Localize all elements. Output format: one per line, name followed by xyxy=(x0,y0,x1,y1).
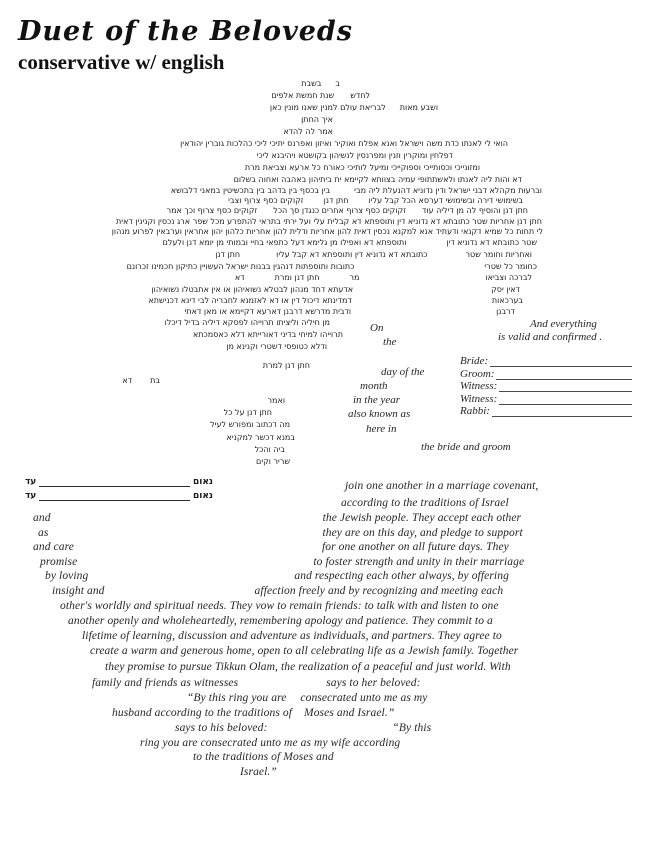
hebrew-text-line xyxy=(235,273,532,282)
hebrew-text-segment: ודלא כטופסי דשטרי וקנינא מן xyxy=(226,342,327,351)
english-text-segment: ring you are consecrated unto me as my wife according xyxy=(140,737,401,749)
hebrew-text-line xyxy=(163,238,537,247)
fill-in-word: here in xyxy=(366,423,397,435)
fill-in-word: On xyxy=(370,322,384,334)
hebrew-text-segment: אמר לה להדא xyxy=(283,127,333,136)
hebrew-text-segment: חתן דנן ומרת xyxy=(274,273,320,282)
english-text-segment: says to her beloved: xyxy=(326,677,421,689)
fill-in-word: in the year xyxy=(353,394,401,406)
declaration-label: נאום xyxy=(193,477,213,487)
english-text-segment: to the traditions of Moses and xyxy=(193,751,334,763)
english-text-line xyxy=(345,480,538,492)
signature-blank-line xyxy=(39,478,190,487)
fill-in-word: also known as xyxy=(348,408,411,420)
english-text-segment: and respecting each other always, by offering xyxy=(294,570,509,582)
english-text-line xyxy=(52,585,503,597)
hebrew-text-segment: שריר וקים xyxy=(256,457,290,466)
english-text-segment: insight and xyxy=(52,585,105,597)
hebrew-text-segment: כתובות ותוספתות דנהגין בבנות ישראל העשויין כתיקון חכמינו זכרונם xyxy=(126,262,355,271)
hebrew-text-segment: דמדינתא דיכול דין או דא לאזמנא לחבריה לבי דינא דכנישתא xyxy=(148,296,352,305)
hebrew-text-segment: ודבית מדרשא דרבנן דארעא דקיימא או מאן דאתי xyxy=(184,307,352,316)
hebrew-text-line xyxy=(257,151,453,160)
hebrew-text-line xyxy=(122,376,160,385)
hebrew-text-segment: ואמר xyxy=(267,396,285,405)
hebrew-text-line xyxy=(210,420,290,429)
hebrew-text-segment: ומזונייכי וכסותייכי וספוקייכי ומיעל לותיכי כאורח כל ארעא וצביאת מרת xyxy=(244,163,480,172)
hebrew-text-line xyxy=(227,433,295,442)
hebrew-text-line xyxy=(268,396,285,405)
page-subtitle: conservative w/ english xyxy=(18,50,225,74)
signature-row-1 xyxy=(25,476,213,487)
fill-in-word: day of the xyxy=(381,366,425,378)
hebrew-text-segment: בשימושי דירה ובשימושי דערסא הכל קבל עליו xyxy=(368,196,523,205)
hebrew-text-segment: איך החתן xyxy=(301,115,333,124)
signature-blank-line xyxy=(39,492,190,501)
english-text-line xyxy=(90,645,518,657)
english-text-line xyxy=(60,600,499,612)
english-text-segment: “By this ring you are xyxy=(187,692,287,704)
hebrew-text-segment: תרוייהו למיחי בדיני דאורייתא דלא כאסמכתא xyxy=(192,330,343,339)
english-text-segment: join one another in a marriage covenant, xyxy=(345,480,539,492)
hebrew-text-segment: לי תחות כל שמיא דקנאי ודעתיד אנא למקנא נכסין דאית להון אחריות ודלית להון אחריות כלהון יהון אחראין וערבאין לפרוע מנהון xyxy=(111,227,543,236)
english-text-line xyxy=(38,527,523,539)
witness-label: עד xyxy=(25,491,37,501)
hebrew-text-line xyxy=(301,115,333,124)
hebrew-text-segment: שטר כתובתא דא נדוניא דין xyxy=(446,238,537,247)
english-text-line xyxy=(193,751,334,763)
hebrew-text-segment: מר xyxy=(349,273,360,282)
english-text-segment: lifetime of learning, discussion and adventure as individuals, and partners. They agree to xyxy=(82,630,502,642)
hebrew-text-line xyxy=(270,103,438,112)
form-label-bride: Bride: xyxy=(460,355,489,367)
hebrew-text-line xyxy=(226,342,327,351)
hebrew-text-line xyxy=(301,79,340,88)
english-text-segment: “By this xyxy=(392,722,432,734)
english-text-segment: Israel.” xyxy=(240,766,277,778)
english-text-segment: family and friends as witnesses xyxy=(92,677,239,689)
hebrew-text-line xyxy=(116,217,542,226)
hebrew-text-segment: כתובתא דא נדוניא דין ותוספתא דא קבל עליו xyxy=(276,250,428,259)
hebrew-text-segment: דא והות ליה לאנתו ולאשתתופי עמיה בצוותא לקיימא ית ביתיהון באהבה ואחוה בשלום xyxy=(233,175,522,184)
english-text-line xyxy=(33,512,521,524)
blank-line-rabbi xyxy=(492,406,632,417)
hebrew-text-segment: אדעתא דחד מנהון לבטלא נשואיהון או אין אתבטלו נשואיהון xyxy=(151,285,354,294)
form-label-rabbi: Rabbi: xyxy=(460,405,490,417)
hebrew-text-segment: חתן דנן על כל xyxy=(223,408,272,417)
hebrew-text-segment: דרבנן xyxy=(496,307,515,316)
hebrew-text-line xyxy=(193,330,343,339)
hebrew-text-segment: כחומר כל שטרי xyxy=(484,262,537,271)
hebrew-text-segment: חתן דנן xyxy=(323,196,349,205)
form-label-witness-1: Witness: xyxy=(460,380,498,392)
hebrew-text-line xyxy=(151,285,520,294)
english-text-segment: according to the traditions of Israel xyxy=(341,497,509,509)
hebrew-text-segment: שנת חמשת אלפים xyxy=(271,91,335,100)
hebrew-text-segment: ביה והכל xyxy=(254,445,285,454)
hebrew-text-segment: דא xyxy=(122,376,133,385)
hebrew-text-segment: חתן דנן אחריות שטר כתובתא דא נדוניא דין ותוספתא דא קבלית עלי ועל ירתי בתראי להתפרע מכל שפר ארג נכסין וקנינין דאית xyxy=(115,217,542,226)
hebrew-text-line xyxy=(180,139,508,148)
hebrew-text-line xyxy=(112,227,543,236)
hebrew-text-segment: ותוספתא דא ואפילו מן גלימא דעל כתפאי בחיי ובמותי מן יומא דנן ולעלם xyxy=(162,238,407,247)
hebrew-text-segment: בת xyxy=(150,376,160,385)
form-row-witness-2 xyxy=(460,393,632,405)
hebrew-text-segment: מן חיליה וליציתו תרוייהו לפסקא דיליה בדיל דיכלו xyxy=(164,318,330,327)
hebrew-text-segment: בערכאות xyxy=(491,296,523,305)
hebrew-text-segment: הואי לי לאנתו כדת משה וישראל ואנא אפלח ואוקיר ואיזון ואפרנס יתיכי ליכי כהלכות גוברין יהודאין xyxy=(180,139,508,148)
english-text-segment: Moses and Israel.” xyxy=(304,707,395,719)
blank-line-groom xyxy=(496,369,632,380)
english-text-line xyxy=(92,677,421,689)
hebrew-text-segment: ושבע מאות xyxy=(399,103,438,112)
form-row-witness-1 xyxy=(460,380,632,392)
declaration-label: נאום xyxy=(193,491,213,501)
english-text-line xyxy=(82,630,502,642)
hebrew-text-segment: זקוקים כסף צרוף וכך אמר xyxy=(166,206,258,215)
english-text-segment: to foster strength and unity in their marriage xyxy=(313,556,525,568)
hebrew-text-segment: ב xyxy=(335,79,340,88)
english-text-segment: affection freely and by recognizing and meeting each xyxy=(254,585,504,597)
english-text-segment: they promise to pursue Tikkun Olam, the realization of a peaceful and just world. With xyxy=(105,661,511,673)
english-text-segment: the Jewish people. They accept each other xyxy=(322,512,522,524)
hebrew-text-segment: זקוקים כסף צרוף אחרים כנגדן סך הכל xyxy=(273,206,406,215)
hebrew-text-segment: דאין יסק xyxy=(491,285,520,294)
english-text-segment: promise xyxy=(40,556,78,568)
hebrew-text-line xyxy=(255,445,285,454)
hebrew-text-segment: מה דכתוב ומפורש לעיל xyxy=(210,420,290,429)
hebrew-text-line xyxy=(127,262,537,271)
hebrew-text-segment: לבריאת עולם למנין שאנו מונין כאן xyxy=(269,103,386,112)
hebrew-text-segment: דא xyxy=(234,273,245,282)
hebrew-text-line xyxy=(271,91,370,100)
hebrew-text-segment: חתן דנן xyxy=(215,250,241,259)
english-text-line xyxy=(140,737,400,749)
english-text-line xyxy=(175,722,431,734)
hebrew-text-line xyxy=(165,318,330,327)
hebrew-text-line xyxy=(171,186,542,195)
english-text-line xyxy=(68,615,493,627)
english-text-segment: consecrated unto me as my xyxy=(300,692,428,704)
form-row-groom xyxy=(460,368,632,380)
hebrew-text-segment: חתן דנן למרת xyxy=(262,361,310,370)
english-text-line xyxy=(45,570,509,582)
hebrew-text-line xyxy=(148,296,523,305)
form-row-rabbi xyxy=(460,405,632,417)
hebrew-text-segment: לחדש xyxy=(350,91,370,100)
english-text-segment: by loving xyxy=(45,570,89,582)
english-text-line xyxy=(187,692,427,704)
hebrew-text-line xyxy=(185,307,515,316)
witness-label: עד xyxy=(25,477,37,487)
hebrew-text-segment: בשבת xyxy=(301,79,322,88)
hebrew-text-segment: זקוקים כסף צרוף וצבי xyxy=(228,196,304,205)
english-text-segment: another openly and wholeheartedly, remembering apology and patience. They commit to a xyxy=(68,615,493,627)
english-text-segment: husband according to the traditions of xyxy=(112,707,293,719)
hebrew-text-line xyxy=(167,206,528,215)
hebrew-text-segment: במנא דכשר למקניא xyxy=(226,433,295,442)
hebrew-text-line xyxy=(256,457,290,466)
english-text-segment: for one another on all future days. They xyxy=(321,541,509,553)
form-label-witness-2: Witness: xyxy=(460,393,498,405)
english-text-line xyxy=(105,661,511,673)
english-text-line xyxy=(112,707,394,719)
hebrew-text-line xyxy=(283,127,333,136)
fill-in-word: And everything xyxy=(530,318,597,330)
page-title: Duet of the Beloveds xyxy=(18,16,354,47)
blank-line-witness-1 xyxy=(499,381,632,392)
blank-line-witness-2 xyxy=(499,394,632,405)
hebrew-text-segment: חתן דנן והוסיף לה מן דיליה עוד xyxy=(421,206,528,215)
hebrew-text-segment: ואחריות וחומר שטר xyxy=(465,250,532,259)
fill-in-word: the xyxy=(383,336,397,348)
hebrew-text-line xyxy=(215,250,532,259)
hebrew-text-line xyxy=(234,175,522,184)
hebrew-text-line xyxy=(224,408,272,417)
signature-row-2 xyxy=(25,490,213,501)
english-text-segment: and xyxy=(33,512,51,524)
fill-in-word: is valid and confirmed . xyxy=(498,331,603,343)
fill-in-word: the bride and groom xyxy=(421,441,511,453)
hebrew-text-line xyxy=(263,361,310,370)
english-text-segment: as xyxy=(38,527,49,539)
fill-in-word: month xyxy=(360,380,388,392)
hebrew-text-segment: לברכה וצביאו xyxy=(485,273,532,282)
hebrew-text-segment: בין בכסף בין בדהב בין בתכשיטין במאני דלבושא xyxy=(170,186,331,195)
hebrew-text-line xyxy=(245,163,480,172)
hebrew-text-line xyxy=(228,196,523,205)
english-text-line xyxy=(341,497,509,509)
hebrew-text-segment: וברעות מקהלא דבני ישראל ודין נדוניא דהנעלת ליה מבי xyxy=(354,186,542,195)
english-text-segment: and care xyxy=(33,541,74,553)
english-text-segment: says to his beloved: xyxy=(175,722,268,734)
form-row-bride xyxy=(460,355,632,367)
english-text-line xyxy=(40,556,524,568)
english-text-line xyxy=(240,766,277,778)
english-text-segment: other's worldly and spiritual needs. They vow to remain friends: to talk with and listen to one xyxy=(60,600,499,612)
blank-line-bride xyxy=(490,356,632,367)
english-text-line xyxy=(33,541,509,553)
english-text-segment: they are on this day, and pledge to support xyxy=(322,527,523,539)
hebrew-text-segment: דפלחין ומוקרין וזנין ומפרנסין לנשיהון בקושטא ויהיבנא ליכי xyxy=(256,151,453,160)
english-text-segment: create a warm and generous home, open to all celebrating life as a Jewish family. Together xyxy=(90,645,519,657)
form-label-groom: Groom: xyxy=(460,368,495,380)
